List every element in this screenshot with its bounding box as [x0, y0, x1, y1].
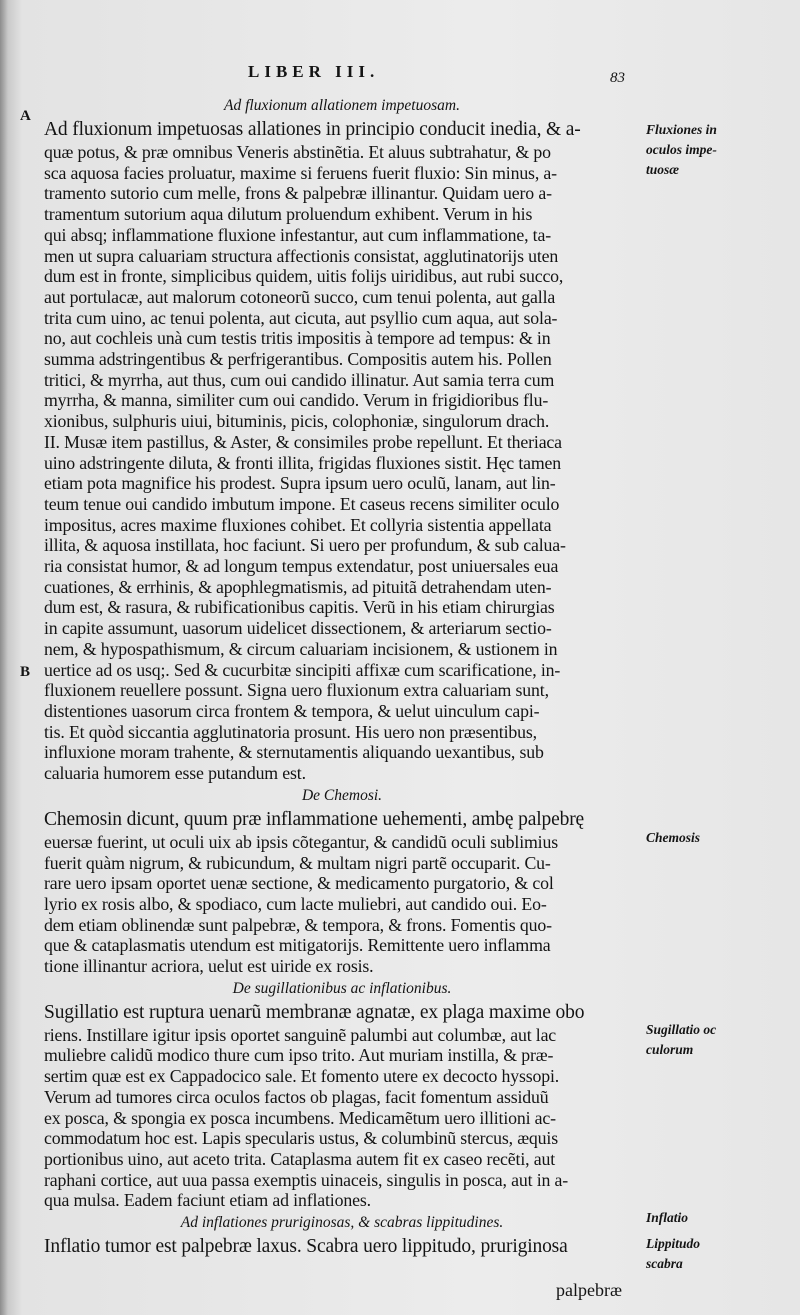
text-line: caluaria humorem esse putandum est.: [44, 763, 306, 784]
margin-note-inflatio: [646, 1208, 688, 1228]
text-line: euersæ fuerint, ut oculi uix ab ipsis cõtegantur, & candidũ oculi sublimius: [44, 831, 558, 852]
text-line: Verum ad tumores circa oculos factos ob plagas, facit fomentum assiduũ: [44, 1086, 549, 1107]
text-line: xionibus, sulphuris uiui, bituminis, picis, colophoniæ, singulorum drach.: [44, 411, 550, 432]
text-line: trita cum uino, ac tenui polenta, aut cicuta, aut psyllio cum aqua, aut sola-: [44, 307, 558, 328]
text-line: qui absq; inflammatione fluxione infestantur, aut cum inflammatione, ta-: [44, 224, 551, 245]
text-line: myrrha, & manna, similiter cum oui candido. Verum in frigidioribus flu-: [44, 390, 549, 411]
text-line: dum est in fronte, simplicibus quidem, uitis folijs uiridibus, aut rubi succo,: [44, 266, 564, 287]
text-line: quæ potus, & præ omnibus Veneris abstinẽtia. Et aluus subtrahatur, & po: [44, 142, 551, 162]
text-line: ex posca, & spongia ex posca incumbens. Medicamẽtum uero illitioni ac-: [44, 1107, 556, 1128]
text-line: illita, & aquosa instillata, hoc faciunt. Si uero per profundum, & sub calua-: [44, 535, 566, 556]
margin-note-line: tuosæ: [646, 162, 680, 177]
text-line: tramento sutorio cum melle, frons & palpebræ illinantur. Quidam uero a-: [44, 183, 552, 204]
margin-note-line: Lippitudo: [646, 1236, 701, 1251]
text-line: impositus, acres maxime fluxiones cohibet. Et collyria sistentia appellata: [44, 514, 552, 535]
text-line: no, aut cochleis unà cum testis tritis impositis à tempore ad tempus: & in: [44, 328, 551, 349]
text-line: tritici, & myrrha, aut thus, cum oui candido illinatur. Aut samia terra cum: [44, 369, 555, 390]
main-text-block: [44, 94, 640, 1259]
margin-note-line: Inflatio: [646, 1210, 689, 1225]
text-line: distentiones uasorum circa frontem & tempora, & uelut uinculum capi-: [44, 700, 540, 721]
signature-mark-b: B: [20, 664, 31, 680]
text-line: Inflatio tumor est palpebræ laxus. Scabra uero lippitudo, pruriginosa: [44, 1236, 568, 1258]
text-line: II. Musæ item pastillus, & Aster, & consimiles probe repellunt. Et theriaca: [44, 431, 562, 452]
text-line: aut portulacæ, aut malorum cotoneorũ succo, cum tenui polenta, aut galla: [44, 286, 556, 307]
text-line: riens. Instillare igitur ipsis oportet sanguinẽ palumbi aut columbæ, aut lac: [44, 1024, 557, 1045]
text-line: rare uero ipsam oportet uenæ sectione, & medicamento purgatorio, & col: [44, 873, 554, 894]
text-line: muliebre calidũ modico thure cum ipso trito. Aut muriam instilla, & præ-: [44, 1045, 554, 1066]
margin-note-sugillatio: [646, 1020, 716, 1060]
text-line: tis. Et quòd siccantia agglutinatoria prosunt. His uero non præsentibus,: [44, 721, 537, 742]
text-line: sertim quæ est ex Cappadocico sale. Et fomento utere ex decocto hyssopi.: [44, 1066, 560, 1087]
text-line: nem, & hypospathismum, & circum caluariam incisionem, & ustionem in: [44, 638, 558, 659]
section-heading: De Chemosi.: [301, 786, 383, 804]
text-line: uertice ad os usq;. Sed & cucurbitæ sincipiti affixæ cum scarificatione, in-: [44, 659, 561, 680]
text-line: qua mulsa. Eadem faciunt etiam ad inflationes.: [44, 1190, 371, 1211]
text-line: portionibus uino, aut aceto trita. Cataplasma autem fit ex caseo recẽti, aut: [44, 1148, 555, 1169]
text-line: dem etiam oblinendæ sunt palpebræ, & tempora, & frons. Fomentis quo-: [44, 914, 552, 935]
text-line: men ut supra caluariam structura affectionis consistat, agglutinatorijs uten: [44, 245, 559, 266]
text-line: Ad fluxionum impetuosas allationes in principio conducit inedia, & a-: [44, 119, 581, 140]
text-line: ria consistat humor, & ad longum tempus extendatur, post uniuersales eua: [44, 556, 559, 577]
text-line: Sugillatio est ruptura uenarũ membranæ agnatæ, ex plaga maxime obo: [44, 1001, 585, 1023]
text-line: cuationes, & errhinis, & apophlegmatismis, ad pituitã detrahendam uten-: [44, 576, 552, 597]
signature-mark-a: A: [20, 108, 31, 124]
text-line: tione illinantur acriora, uelut est uiride ex rosis.: [44, 956, 374, 977]
margin-note-line: Fluxiones in: [646, 122, 717, 137]
text-line: lyrio ex rosis albo, & spodiaco, cum lacte muliebri, aut candido oui. Eo-: [44, 893, 547, 914]
text-line: in capite assumunt, uasorum uidelicet dissectionem, & arteriarum sectio-: [44, 618, 552, 639]
text-line: Chemosin dicunt, quum præ inflammatione uehementi, ambę palpebrę: [44, 808, 585, 830]
margin-note-line: scabra: [646, 1256, 683, 1271]
margin-note-fluxiones: [646, 120, 717, 180]
margin-note-line: culorum: [646, 1042, 694, 1057]
margin-note-line: oculos impe-: [646, 142, 717, 157]
text-line: teum tenue oui candido imbutum impone. Et caseus recens similiter oculo: [44, 493, 560, 514]
text-line: etiam pota magnifice his prodest. Supra ipsum uero oculũ, lanam, aut lin-: [44, 473, 556, 494]
text-line: uino adstringente diluta, & fronti illita, frigidas fluxiones sistit. Hęc tamen: [44, 452, 562, 473]
page-number: 83: [610, 70, 625, 86]
text-line: dum est, & rasura, & rubificationibus capitis. Verũ in his etiam chirurgias: [44, 597, 555, 618]
text-line: raphani cortice, aut uua passa exemptis uinaceis, singulis in posca, aut in a-: [44, 1169, 569, 1190]
text-line: sca aquosa facies proluatur, maxime si feruens fuerit fluxio: Sin minus, a-: [44, 162, 557, 183]
margin-note-chemosis: [646, 828, 700, 848]
text-line: summa adstringentibus & perfrigerantibus. Compositis autem his. Pollen: [44, 349, 552, 370]
text-line: fluxionem reuellere possunt. Signa uero fluxionum extra caluariam sunt,: [44, 680, 549, 701]
section-heading: Ad fluxionum allationem impetuosam.: [224, 97, 460, 114]
margin-note-line: Sugillatio oc: [646, 1022, 717, 1037]
text-line: fuerit quàm nigrum, & rubicundum, & multam nigri partẽ occuparit. Cu-: [44, 852, 551, 873]
section-heading: De sugillationibus ac inflationibus.: [232, 979, 452, 997]
text-line: que & cataplasmatis utendum est mitigatorijs. Remittente uero inflamma: [44, 935, 551, 956]
section-heading: Ad inflationes pruriginosas, & scabras lippitudines.: [180, 1214, 504, 1232]
margin-note-lippitudo: [646, 1234, 700, 1274]
margin-note-line: Chemosis: [646, 830, 701, 845]
text-line: commodatum hoc est. Lapis specularis ustus, & columbinũ stercus, æquis: [44, 1128, 558, 1149]
text-line: influxione moram trahente, & sternutamentis aliquando uexantibus, sub: [44, 742, 544, 763]
text-line: tramentum sutorium aqua dilutum proluendum exhibent. Verum in his: [44, 204, 533, 225]
catchword: palpebræ: [556, 1280, 622, 1300]
running-head: LIBER III.: [248, 62, 380, 81]
